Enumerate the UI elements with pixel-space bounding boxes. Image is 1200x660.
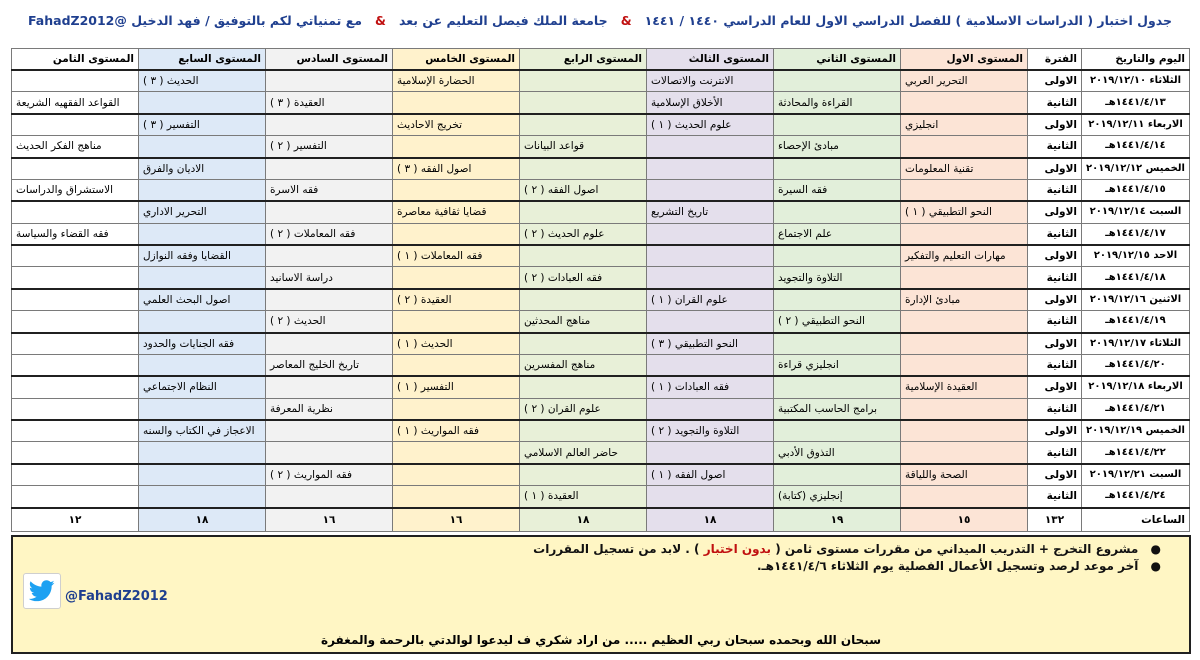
- day-date-hijri: ١٤٤١/٤/١٥هـ: [1082, 179, 1190, 201]
- course-cell: [901, 311, 1028, 333]
- twitter-bird-svg: [29, 580, 55, 602]
- course-cell: [774, 70, 901, 92]
- table-row: [12, 114, 1190, 136]
- course-cell: [774, 420, 901, 442]
- course-cell: مهارات التعليم والتفكير: [901, 245, 1028, 267]
- course-cell: [901, 179, 1028, 201]
- day-date-hijri: ١٤٤١/٤/١٧هـ: [1082, 223, 1190, 245]
- table-row: [12, 398, 1190, 420]
- course-cell: [12, 70, 139, 92]
- course-cell: [12, 486, 139, 508]
- hours-value-level-8: ١٢: [12, 508, 139, 532]
- table-row: [12, 442, 1190, 464]
- course-cell: العقيدة ( ٢ ): [393, 289, 520, 311]
- course-cell: [520, 70, 647, 92]
- table-row: [12, 179, 1190, 201]
- table-row: [12, 486, 1190, 508]
- table-row: [12, 92, 1190, 114]
- course-cell: [520, 201, 647, 223]
- course-cell: تاريخ الخليج المعاصر: [266, 354, 393, 376]
- course-cell: [901, 354, 1028, 376]
- day-date-hijri: ١٤٤١/٤/١٤هـ: [1082, 136, 1190, 158]
- course-cell: الأخلاق الإسلامية: [647, 92, 774, 114]
- col-header-level-6: المستوى السادس: [266, 49, 393, 71]
- course-cell: اصول الفقه ( ٣ ): [393, 158, 520, 180]
- note-1-text: مشروع التخرج + التدريب الميداني من مقررات مستوى ثامن (: [775, 542, 1139, 556]
- day-date-hijri: ١٤٤١/٤/٢٠هـ: [1082, 354, 1190, 376]
- course-cell: قواعد البيانات: [520, 136, 647, 158]
- note-2-text: آخر موعد لرصد وتسجيل الأعمال الفصلية يوم الثلاثاء ١٤٤١/٤/٦هـ.: [757, 559, 1139, 573]
- course-cell: نظرية المعرفة: [266, 398, 393, 420]
- course-cell: اصول الفقه ( ٢ ): [520, 179, 647, 201]
- course-cell: [774, 376, 901, 398]
- course-cell: [520, 464, 647, 486]
- hours-value-level-1: ١٥: [901, 508, 1028, 532]
- period-cell: الاولى: [1028, 289, 1082, 311]
- day-date-gregorian: السبت ٢٠١٩/١٢/١٤: [1082, 201, 1190, 223]
- course-cell: الصحة واللياقة: [901, 464, 1028, 486]
- course-cell: [12, 420, 139, 442]
- course-cell: [393, 311, 520, 333]
- hours-value-level-3: ١٨: [647, 508, 774, 532]
- course-cell: مناهج المحدثين: [520, 311, 647, 333]
- period-cell: الاولى: [1028, 333, 1082, 355]
- course-cell: [520, 420, 647, 442]
- course-cell: الحديث ( ٣ ): [139, 70, 266, 92]
- day-date-gregorian: السبت ٢٠١٩/١٢/٢١: [1082, 464, 1190, 486]
- course-cell: [266, 420, 393, 442]
- course-cell: [647, 311, 774, 333]
- schedule-body: [12, 70, 1190, 532]
- course-cell: [520, 114, 647, 136]
- course-cell: التذوق الأدبي: [774, 442, 901, 464]
- course-cell: التحرير العربي: [901, 70, 1028, 92]
- course-cell: [139, 267, 266, 289]
- course-cell: [12, 289, 139, 311]
- course-cell: العقيدة ( ١ ): [520, 486, 647, 508]
- period-cell: الاولى: [1028, 376, 1082, 398]
- course-cell: [12, 201, 139, 223]
- course-cell: فقه المعاملات ( ١ ): [393, 245, 520, 267]
- course-cell: [647, 158, 774, 180]
- table-row: [12, 223, 1190, 245]
- period-cell: الاولى: [1028, 420, 1082, 442]
- course-cell: تقنية المعلومات: [901, 158, 1028, 180]
- course-cell: النظام الاجتماعي: [139, 376, 266, 398]
- col-header-level-2: المستوى الثاني: [774, 49, 901, 71]
- course-cell: [393, 136, 520, 158]
- course-cell: [139, 354, 266, 376]
- course-cell: حاضر العالم الاسلامي: [520, 442, 647, 464]
- course-cell: [266, 201, 393, 223]
- course-cell: [139, 311, 266, 333]
- bullet-icon: ●: [1150, 542, 1161, 556]
- course-cell: [12, 442, 139, 464]
- table-row: [12, 70, 1190, 92]
- day-date-gregorian: الاثنين ٢٠١٩/١٢/١٦: [1082, 289, 1190, 311]
- header-amp-1: &: [620, 13, 632, 28]
- header-title: جدول اختبار ( الدراسات الاسلامية ) للفصل الدراسي الاول للعام الدراسي ١٤٤٠ / ١٤٤١: [644, 13, 1172, 28]
- course-cell: [266, 70, 393, 92]
- col-header-level-5: المستوى الخامس: [393, 49, 520, 71]
- course-cell: [12, 398, 139, 420]
- course-cell: اصول البحث العلمي: [139, 289, 266, 311]
- course-cell: [520, 245, 647, 267]
- page-header: [10, 7, 1190, 35]
- course-cell: [901, 486, 1028, 508]
- course-cell: [266, 245, 393, 267]
- course-cell: التلاوة والتجويد ( ٢ ): [647, 420, 774, 442]
- col-header-level-3: المستوى الثالث: [647, 49, 774, 71]
- period-cell: الاولى: [1028, 464, 1082, 486]
- course-cell: [12, 267, 139, 289]
- course-cell: [266, 376, 393, 398]
- course-cell: الحديث ( ٢ ): [266, 311, 393, 333]
- col-header-level-7: المستوى السابع: [139, 49, 266, 71]
- hours-value-level-5: ١٦: [393, 508, 520, 532]
- course-cell: [266, 114, 393, 136]
- period-cell: الاولى: [1028, 70, 1082, 92]
- course-cell: [520, 289, 647, 311]
- day-date-hijri: ١٤٤١/٤/٢١هـ: [1082, 398, 1190, 420]
- period-cell: الثانية: [1028, 223, 1082, 245]
- course-cell: [774, 158, 901, 180]
- course-cell: [12, 354, 139, 376]
- course-cell: [901, 92, 1028, 114]
- header-signature: مع تمنياتي لكم بالتوفيق / فهد الدخيل @FahadZ2012: [28, 13, 362, 28]
- course-cell: [139, 179, 266, 201]
- hours-total: ١٣٢: [1028, 508, 1082, 532]
- exam-schedule-table: [11, 48, 1190, 532]
- course-cell: فقه القضاء والسياسة: [12, 223, 139, 245]
- course-cell: [901, 398, 1028, 420]
- day-date-gregorian: الثلاثاء ٢٠١٩/١٢/١٠: [1082, 70, 1190, 92]
- day-date-hijri: ١٤٤١/٤/٢٢هـ: [1082, 442, 1190, 464]
- course-cell: [12, 464, 139, 486]
- course-cell: [520, 92, 647, 114]
- course-cell: النحو التطبيقي ( ٣ ): [647, 333, 774, 355]
- course-cell: القواعد الفقهيه الشريعة: [12, 92, 139, 114]
- course-cell: [520, 376, 647, 398]
- course-cell: مبادئ الإدارة: [901, 289, 1028, 311]
- course-cell: [393, 267, 520, 289]
- course-cell: انجليزي قراءة: [774, 354, 901, 376]
- course-cell: [647, 486, 774, 508]
- day-date-gregorian: الخميس ٢٠١٩/١٢/١٩: [1082, 420, 1190, 442]
- footer-dua: سبحان الله وبحمده سبحان ربي العظيم ..... من اراد شكري ف ليدعوا لوالدتي بالرحمة والمغفرة: [11, 628, 1191, 654]
- course-cell: برامج الحاسب المكتبية: [774, 398, 901, 420]
- table-row: [12, 354, 1190, 376]
- course-cell: التحرير الاداري: [139, 201, 266, 223]
- course-cell: [393, 486, 520, 508]
- course-cell: إنجليزي (كتابة): [774, 486, 901, 508]
- table-row: [12, 420, 1190, 442]
- course-cell: دراسة الاسانيد: [266, 267, 393, 289]
- table-header-row: [12, 49, 1190, 71]
- day-date-gregorian: الخميس ٢٠١٩/١٢/١٢: [1082, 158, 1190, 180]
- table-row: [12, 464, 1190, 486]
- col-header-period: الفترة: [1028, 49, 1082, 71]
- period-cell: الثانية: [1028, 398, 1082, 420]
- course-cell: [266, 486, 393, 508]
- course-cell: النحو التطبيقي ( ١ ): [901, 201, 1028, 223]
- course-cell: [12, 245, 139, 267]
- hours-label: الساعات: [1082, 508, 1190, 532]
- course-cell: [520, 333, 647, 355]
- course-cell: [647, 245, 774, 267]
- course-cell: القضايا وفقه النوازل: [139, 245, 266, 267]
- course-cell: النحو التطبيقي ( ٢ ): [774, 311, 901, 333]
- course-cell: [647, 136, 774, 158]
- course-cell: [647, 442, 774, 464]
- note-item: [533, 541, 1161, 558]
- course-cell: علوم الحديث ( ١ ): [647, 114, 774, 136]
- course-cell: [139, 398, 266, 420]
- course-cell: [393, 179, 520, 201]
- course-cell: [393, 92, 520, 114]
- col-header-level-4: المستوى الرابع: [520, 49, 647, 71]
- course-cell: [393, 354, 520, 376]
- course-cell: [266, 442, 393, 464]
- table-row: [12, 333, 1190, 355]
- course-cell: [139, 136, 266, 158]
- note-1-highlight: بدون اختبار: [699, 542, 776, 556]
- course-cell: [901, 333, 1028, 355]
- course-cell: فقه المعاملات ( ٢ ): [266, 223, 393, 245]
- period-cell: الاولى: [1028, 158, 1082, 180]
- course-cell: الاديان والفرق: [139, 158, 266, 180]
- course-cell: [139, 223, 266, 245]
- col-header-level-1: المستوى الاول: [901, 49, 1028, 71]
- course-cell: [12, 114, 139, 136]
- course-cell: علوم الحديث ( ٢ ): [520, 223, 647, 245]
- course-cell: علم الاجتماع: [774, 223, 901, 245]
- course-cell: [901, 420, 1028, 442]
- table-row: [12, 376, 1190, 398]
- course-cell: فقه العبادات ( ٢ ): [520, 267, 647, 289]
- day-date-hijri: ١٤٤١/٤/٢٤هـ: [1082, 486, 1190, 508]
- course-cell: [520, 158, 647, 180]
- day-date-gregorian: الاربعاء ٢٠١٩/١٢/١٨: [1082, 376, 1190, 398]
- course-cell: مناهج المفسرين: [520, 354, 647, 376]
- course-cell: [647, 398, 774, 420]
- note-item: [533, 558, 1161, 575]
- course-cell: الاعجاز في الكتاب والسنه: [139, 420, 266, 442]
- period-cell: الثانية: [1028, 92, 1082, 114]
- course-cell: التفسير ( ١ ): [393, 376, 520, 398]
- course-cell: فقه المواريث ( ١ ): [393, 420, 520, 442]
- course-cell: [647, 267, 774, 289]
- header-amp-2: &: [375, 13, 386, 28]
- table-row: [12, 158, 1190, 180]
- hours-value-level-7: ١٨: [139, 508, 266, 532]
- course-cell: تاريخ التشريع: [647, 201, 774, 223]
- course-cell: [139, 464, 266, 486]
- course-cell: [12, 333, 139, 355]
- course-cell: [266, 289, 393, 311]
- day-date-hijri: ١٤٤١/٤/١٨هـ: [1082, 267, 1190, 289]
- col-header-level-8: المستوى الثامن: [12, 49, 139, 71]
- course-cell: تخريج الاحاديث: [393, 114, 520, 136]
- course-cell: الحديث ( ١ ): [393, 333, 520, 355]
- period-cell: الاولى: [1028, 201, 1082, 223]
- course-cell: [774, 245, 901, 267]
- course-cell: [647, 179, 774, 201]
- course-cell: فقه المواريث ( ٢ ): [266, 464, 393, 486]
- course-cell: [266, 158, 393, 180]
- period-cell: الاولى: [1028, 245, 1082, 267]
- course-cell: [774, 289, 901, 311]
- course-cell: [139, 92, 266, 114]
- course-cell: فقه الاسرة: [266, 179, 393, 201]
- course-cell: الاستشراق والدراسات: [12, 179, 139, 201]
- day-date-hijri: ١٤٤١/٤/١٣هـ: [1082, 92, 1190, 114]
- course-cell: [139, 486, 266, 508]
- bullet-icon: ●: [1150, 559, 1161, 573]
- twitter-handle: @FahadZ2012: [65, 589, 168, 604]
- course-cell: [774, 201, 901, 223]
- period-cell: الثانية: [1028, 311, 1082, 333]
- hours-value-level-2: ١٩: [774, 508, 901, 532]
- course-cell: علوم القران ( ١ ): [647, 289, 774, 311]
- course-cell: اصول الفقه ( ١ ): [647, 464, 774, 486]
- table-row: [12, 136, 1190, 158]
- notes-list: [533, 541, 1161, 575]
- course-cell: علوم القران ( ٢ ): [520, 398, 647, 420]
- course-cell: التلاوة والتجويد: [774, 267, 901, 289]
- course-cell: [901, 442, 1028, 464]
- day-date-gregorian: الثلاثاء ٢٠١٩/١٢/١٧: [1082, 333, 1190, 355]
- course-cell: [901, 136, 1028, 158]
- course-cell: العقيدة الإسلامية: [901, 376, 1028, 398]
- course-cell: [774, 114, 901, 136]
- course-cell: فقه الجنايات والحدود: [139, 333, 266, 355]
- course-cell: [12, 376, 139, 398]
- table-row: [12, 201, 1190, 223]
- course-cell: [901, 223, 1028, 245]
- hours-value-level-4: ١٨: [520, 508, 647, 532]
- course-cell: الحضارة الإسلامية: [393, 70, 520, 92]
- hours-value-level-6: ١٦: [266, 508, 393, 532]
- note-1-text-end: ) . لابد من تسجيل المقررات: [533, 542, 700, 556]
- period-cell: الثانية: [1028, 136, 1082, 158]
- period-cell: الثانية: [1028, 354, 1082, 376]
- table-row: [12, 289, 1190, 311]
- course-cell: [647, 223, 774, 245]
- period-cell: الثانية: [1028, 267, 1082, 289]
- day-date-gregorian: الاربعاء ٢٠١٩/١٢/١١: [1082, 114, 1190, 136]
- course-cell: الانترنت والاتصالات: [647, 70, 774, 92]
- course-cell: [393, 464, 520, 486]
- course-cell: [266, 333, 393, 355]
- period-cell: الثانية: [1028, 179, 1082, 201]
- course-cell: [12, 311, 139, 333]
- course-cell: [774, 464, 901, 486]
- course-cell: قضايا ثقافية معاصرة: [393, 201, 520, 223]
- notes-panel: [11, 535, 1191, 632]
- course-cell: [393, 223, 520, 245]
- course-cell: مناهج الفكر الحديث: [12, 136, 139, 158]
- twitter-bird-icon[interactable]: [23, 573, 61, 609]
- hours-row: [12, 508, 1190, 532]
- table-row: [12, 245, 1190, 267]
- course-cell: [12, 158, 139, 180]
- course-cell: فقه السيرة: [774, 179, 901, 201]
- course-cell: [647, 354, 774, 376]
- day-date-hijri: ١٤٤١/٤/١٩هـ: [1082, 311, 1190, 333]
- course-cell: [774, 333, 901, 355]
- header-university: جامعة الملك فيصل التعليم عن بعد: [399, 13, 608, 28]
- course-cell: فقه العبادات ( ١ ): [647, 376, 774, 398]
- course-cell: التفسير ( ٣ ): [139, 114, 266, 136]
- course-cell: [393, 398, 520, 420]
- course-cell: القراءة والمحادثة: [774, 92, 901, 114]
- col-header-date: اليوم والتاريخ: [1082, 49, 1190, 71]
- course-cell: العقيدة ( ٣ ): [266, 92, 393, 114]
- course-cell: انجليزي: [901, 114, 1028, 136]
- course-cell: [393, 442, 520, 464]
- table-row: [12, 267, 1190, 289]
- period-cell: الثانية: [1028, 486, 1082, 508]
- course-cell: التفسير ( ٢ ): [266, 136, 393, 158]
- course-cell: مبادئ الإحصاء: [774, 136, 901, 158]
- day-date-gregorian: الاحد ٢٠١٩/١٢/١٥: [1082, 245, 1190, 267]
- course-cell: [139, 442, 266, 464]
- course-cell: [901, 267, 1028, 289]
- period-cell: الاولى: [1028, 114, 1082, 136]
- period-cell: الثانية: [1028, 442, 1082, 464]
- table-row: [12, 311, 1190, 333]
